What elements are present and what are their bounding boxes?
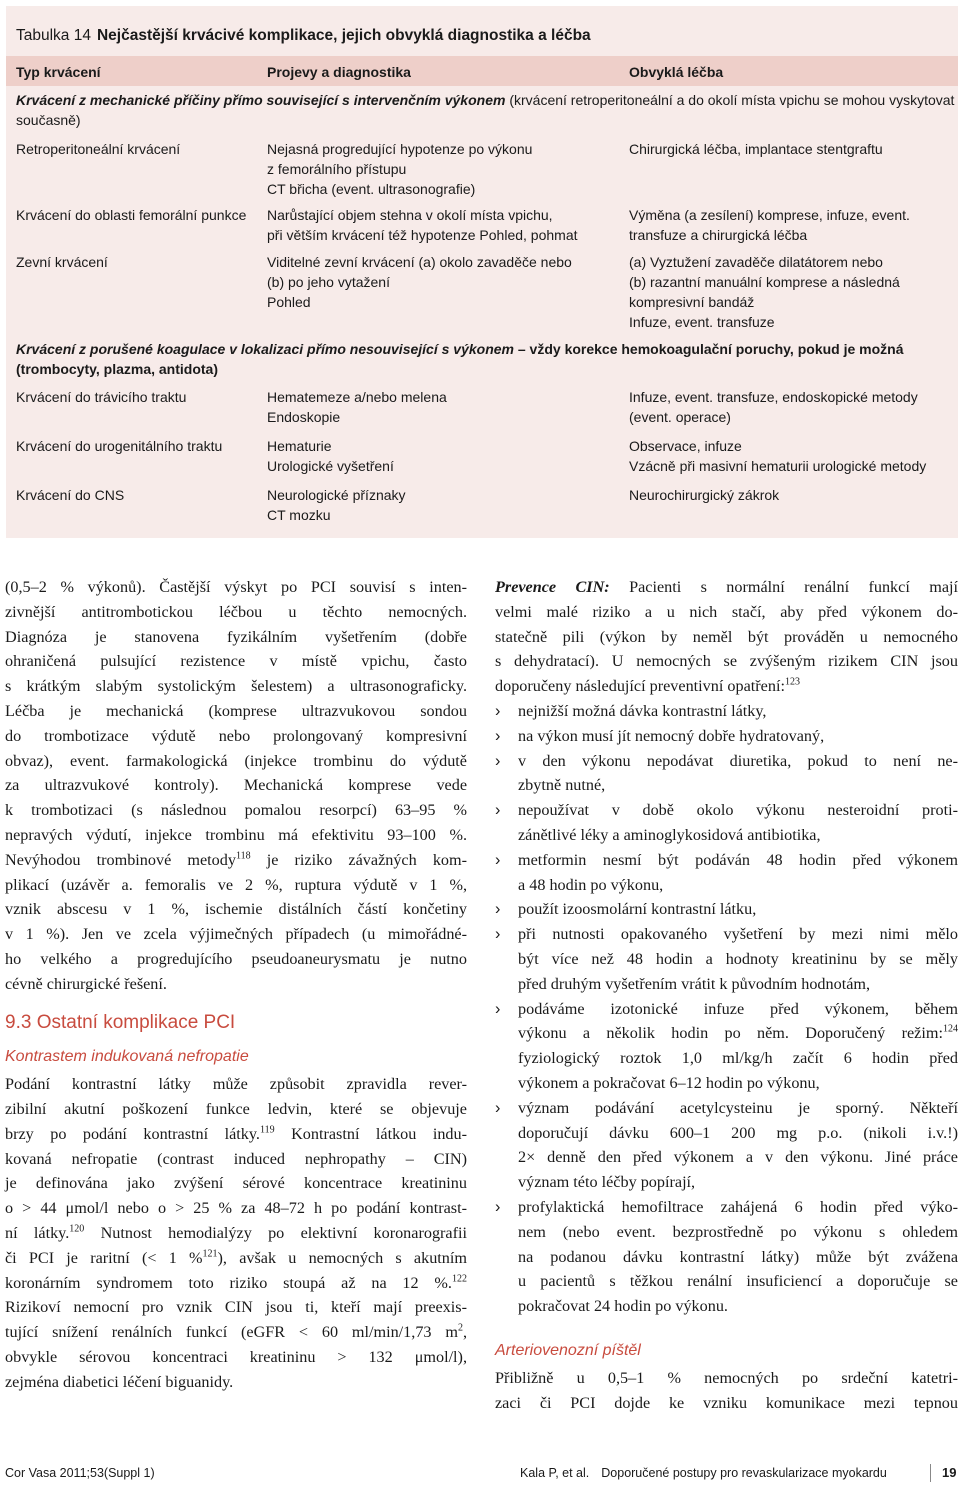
text-line: ohraničená pulsující rezistence v místě vpichu, často	[5, 652, 467, 671]
row3-treat-line: (a) Vyztužení zavaděče dilatátorem nebo	[629, 254, 883, 270]
table-number: Tabulka 14	[16, 27, 91, 44]
text-line: nepravých výdutí, injekce trombinu má efektivitu 93–100 %.	[5, 825, 467, 844]
row4-diagnostics	[267, 387, 447, 427]
reference-marker: 124	[942, 1023, 958, 1035]
footer-journal: Cor Vasa 2011;53(Suppl 1)	[5, 1466, 155, 1480]
superscript: 2	[457, 1322, 463, 1334]
row5-diag-line: Hematurie	[267, 438, 332, 454]
text-fragment: brzy po podání kontrastní látky.	[5, 1124, 260, 1143]
text-fragment: či PCI je raritní (< 1 %	[5, 1248, 203, 1267]
bullet-chevron-icon: ›	[495, 900, 501, 919]
section-mechanical-note: (krvácení retroperitoneální a do okolí místa vpichu se mohou vyskytovat	[505, 92, 955, 108]
text-fragment: výkonu a několik hodin po něm. Doporučený režim:	[518, 1024, 943, 1043]
text-fragment: ,	[462, 1323, 467, 1342]
text-line: obvaz), event. farmakologická (injekce trombinu do výdutě	[5, 751, 467, 770]
text-line: Přibližně u 0,5–1 % nemocných po srdeční katetri-	[495, 1368, 958, 1387]
text-line: s krátkým slabým systolickým šelestem) a ultrasonograficky.	[5, 677, 467, 696]
row5-diagnostics	[267, 436, 394, 476]
text-line: je definována jako zvýšení sérové koncentrace kreatininu	[5, 1174, 467, 1193]
text-line: Diagnóza je stanovena fyzikálním vyšetřením (dobře	[5, 627, 467, 646]
row6-diag-line: Neurologické příznaky	[267, 487, 406, 503]
text-line: velmi malé riziko a u nich stačí, aby před výkonem do-	[495, 602, 958, 621]
lead-prevention: Prevence CIN:	[495, 578, 610, 596]
text-line: zbytně nutné,	[518, 776, 606, 795]
text-line: nem (nebo event. bezprostředně po výkonu s ohledem	[518, 1222, 958, 1241]
row3-treat-line: Infuze, event. transfuze	[629, 314, 775, 330]
text-fragment: koronárním syndromem toto riziko stoupá až na 12 %.	[5, 1273, 452, 1292]
reference-marker: 121	[202, 1248, 218, 1260]
text-line: zaci či PCI dojde ke vzniku komunikace mezi tepnou	[495, 1393, 958, 1412]
row6-treat-line: Neurochirurgický zákrok	[629, 487, 780, 503]
reference-marker: 120	[69, 1223, 85, 1235]
text-line: profylaktická hemofiltrace zahájená 6 hodin před výko-	[518, 1197, 958, 1216]
text-line: v den výkonu nepodávat diuretika, pokud to není ne-	[518, 751, 958, 770]
text-fragment: je riziko závažných kom-	[250, 850, 467, 869]
list-item	[495, 1096, 958, 1195]
text-line	[495, 575, 958, 600]
text-line: Rizikoví nemocní pro vznik CIN jsou ti, kteří mají preexis-	[5, 1298, 467, 1317]
text-line: před druhým vyšetřením vrátit k původním hodnotám,	[518, 974, 871, 993]
text-line: zibilní akutní poškození funkce ledvin, které se objevuje	[5, 1099, 467, 1118]
text-line: být více než 48 hodin a hodnoty kreatininu by se měly	[518, 949, 958, 968]
bullet-chevron-icon: ›	[495, 999, 501, 1018]
row3-treat-line: kompresivní bandáž	[629, 294, 755, 310]
reference-marker: 118	[235, 850, 251, 862]
list-item	[495, 922, 958, 996]
bullet-chevron-icon: ›	[495, 1098, 501, 1117]
row3-diag-line: Viditelné zevní krvácení (a) okolo zavaděče nebo	[267, 254, 572, 270]
row4-treatment	[629, 387, 918, 427]
row2-diag-line: při větším krvácení též hypotenze Pohled, pohmat	[267, 227, 578, 243]
text-fragment: doporučeny následující preventivní opatření:	[495, 677, 785, 696]
section-coagulation	[16, 339, 946, 379]
row3-diag-line: (b) po jeho vytažení	[267, 274, 390, 290]
text-line: k trombotizaci (s následnou pomalou resorpcí) 63–95 %	[5, 801, 467, 820]
text-line: fyziologický roztok 1,0 ml/kg/h začít 6 hodin před	[518, 1049, 958, 1068]
list-item	[495, 724, 958, 749]
section-coagulation-note: – vždy korekce hemokoagulační poruchy, pokud je možná	[513, 341, 904, 357]
text-fragment: Kontrastní látkou indu-	[274, 1124, 467, 1143]
row2-treat-line: transfuze a chirurgická léčba	[629, 227, 808, 243]
row6-treatment	[629, 485, 779, 505]
row3-type: Zevní krvácení	[16, 254, 108, 270]
subheading-cin: Kontrastem indukovaná nefropatie	[5, 1048, 249, 1066]
text-fragment: ní látky.	[5, 1223, 70, 1242]
left-column	[5, 575, 467, 1395]
text-fragment: Pacienti s normální renální funkcí mají	[609, 578, 958, 596]
row6-type: Krvácení do CNS	[16, 487, 125, 503]
text-line: v 1 %). Jen ve zcela výjimečných případech (u mimořádné-	[5, 925, 467, 944]
list-item	[495, 1195, 958, 1319]
row2-type: Krvácení do oblasti femorální punkce	[16, 207, 247, 223]
text-line: význam této léčby popírají,	[518, 1173, 696, 1192]
text-line: a 48 hodin po výkonu,	[518, 875, 664, 894]
row6-diagnostics	[267, 485, 406, 525]
text-line: obvykle sérovou koncentraci kreatininu > 132 μmol/l),	[5, 1347, 467, 1366]
row1-diag-line: Nejasná progredující hypotenze po výkonu	[267, 141, 533, 157]
row3-diagnostics	[267, 252, 572, 312]
table-panel	[6, 6, 958, 538]
list-item	[495, 897, 958, 922]
list-item	[495, 997, 958, 1096]
text-line: na výkon musí jít nemocný dobře hydratovaný,	[518, 726, 825, 745]
text-fragment: tující snížení renálních funkcí (eGFR < 60 ml/min/1,73 m	[5, 1323, 458, 1342]
text-line: do trombotizace výdutě nebo prolongovaný kompresivní	[5, 726, 467, 745]
text-line: zejména diabetici léčení biguanidy.	[5, 1372, 234, 1391]
text-line: pokračovat 24 hodin po výkonu.	[518, 1297, 728, 1316]
row1-type: Retroperitoneální krvácení	[16, 141, 181, 157]
row5-treatment	[629, 436, 926, 476]
text-line: podáváme izotonické infuze před výkonem, během	[518, 999, 958, 1018]
footer-title: Doporučené postupy pro revaskularizace myokardu	[601, 1466, 887, 1480]
table-title: Nejčastější krvácivé komplikace, jejich obvyklá diagnostika a léčba	[96, 27, 591, 44]
text-line: doporučují dávku 600–1 200 mg p.o. (nikoli i.v.!)	[518, 1123, 958, 1142]
section-coagulation-title: Krvácení z porušené koagulace v lokalizaci přímo nesouvisející s výkonem	[16, 341, 514, 357]
text-line: nejnižší možná dávka kontrastní látky,	[518, 701, 767, 720]
row5-type: Krvácení do urogenitálního traktu	[16, 438, 223, 454]
right-column	[495, 575, 958, 1415]
text-line: zivnější antitrombotickou léčbou u těchto nemocných.	[5, 602, 467, 621]
row4-treat-line: (event. operace)	[629, 409, 731, 425]
row6-diag-line: CT mozku	[267, 507, 331, 523]
table-header-row	[6, 56, 958, 86]
text-line	[5, 1246, 467, 1271]
row2-treat-line: Výměna (a zesílení) komprese, infuze, event.	[629, 207, 910, 223]
list-item	[495, 848, 958, 898]
table-caption	[16, 27, 591, 45]
header-type: Typ krvácení	[16, 64, 101, 80]
page-number: 19	[942, 1465, 957, 1480]
row4-diag-line: Hematemeze a/nebo melena	[267, 389, 447, 405]
row3-treat-line: (b) razantní manuální komprese a následná	[629, 274, 900, 290]
bullet-chevron-icon: ›	[495, 1197, 501, 1216]
text-line: použít izoosmolární kontrastní látku,	[518, 900, 757, 919]
row2-diag-line: Narůstající objem stehna v okolí místa vpichu,	[267, 207, 553, 223]
row1-diagnostics	[267, 139, 532, 199]
text-line: ho velkého a progredujícího pseudoaneurysmatu je nutno	[5, 949, 467, 968]
text-line: Léčba je mechanická (komprese ultrazvukovou sondou	[5, 701, 467, 720]
text-line: výkonem a pokračovat 6–12 hodin po výkonu,	[518, 1073, 820, 1092]
text-line: 2× denně den před výkonem a v den výkonu. Jiné práce	[518, 1148, 958, 1167]
footer-authors: Kala P, et al.	[520, 1466, 590, 1480]
text-line: nepoužívat v době okolo výkonu nesteroidní proti-	[518, 801, 958, 820]
section-mechanical-title: Krvácení z mechanické příčiny přímo související s intervenčním výkonem	[16, 92, 506, 108]
header-treatment: Obvyklá léčba	[629, 64, 724, 80]
list-item	[495, 699, 958, 724]
row2-diagnostics	[267, 205, 578, 245]
reference-marker: 123	[784, 676, 800, 688]
list-item	[495, 798, 958, 848]
row2-treatment	[629, 205, 910, 245]
row4-diag-line: Endoskopie	[267, 409, 341, 425]
bullet-chevron-icon: ›	[495, 726, 501, 745]
text-line: Podání kontrastní látky může způsobit zpravidla rever-	[5, 1075, 467, 1094]
section-coagulation-note-cont: (trombocyty, plazma, antidota)	[16, 361, 218, 377]
footer-running-head	[520, 1466, 887, 1480]
bullet-chevron-icon: ›	[495, 925, 501, 944]
text-line: s dehydratací). U nemocných se zvýšeným rizikem CIN jsou	[495, 652, 958, 671]
row4-treat-line: Infuze, event. transfuze, endoskopické metody	[629, 389, 918, 405]
text-line	[5, 1221, 467, 1246]
text-line	[495, 674, 958, 699]
text-line: statečně pili (výkon by neměl být prováděn u nemocného	[495, 627, 958, 646]
text-line: za ultrazvukové kontroly). Mechanická komprese vede	[5, 776, 467, 795]
row3-treatment	[629, 252, 900, 332]
row1-treat-line: Chirurgická léčba, implantace stentgraftu	[629, 141, 883, 157]
bullet-chevron-icon: ›	[495, 801, 501, 820]
text-line: zánětlivé léky a aminoglykosidová antibiotika,	[518, 825, 821, 844]
reference-marker: 119	[259, 1124, 275, 1136]
list-item	[495, 749, 958, 799]
text-fragment: ), avšak u nemocných s akutním	[217, 1248, 467, 1267]
text-line: při nutnosti opakovaného vyšetření by mezi nimi mělo	[518, 925, 958, 944]
text-line: kovaná nefropatie (contrast induced nephropathy – CIN)	[5, 1149, 467, 1168]
bullet-chevron-icon: ›	[495, 701, 501, 720]
subheading-av-fistula: Arteriovenozní píštěl	[495, 1341, 641, 1359]
row3-diag-line: Pohled	[267, 294, 311, 310]
text-line: význam podávání acetylcysteinu je sporný. Někteří	[518, 1098, 958, 1117]
row5-diag-line: Urologické vyšetření	[267, 458, 394, 474]
row5-treat-line: Vzácně při masivní hematurii urologické metody	[629, 458, 927, 474]
row1-treatment	[629, 139, 883, 159]
text-line: cévně chirurgické řešení.	[5, 974, 167, 993]
text-line	[518, 1021, 958, 1046]
text-line: metformin nesmí být podáván 48 hodin před výkonem	[518, 850, 958, 869]
header-diagnostics: Projevy a diagnostika	[267, 64, 411, 80]
section-mechanical-note-cont: současně)	[16, 112, 81, 128]
reference-marker: 122	[451, 1273, 467, 1285]
text-fragment: Nevýhodou trombinové metody	[5, 850, 236, 869]
bullet-chevron-icon: ›	[495, 850, 501, 869]
section-heading: 9.3 Ostatní komplikace PCI	[5, 1011, 236, 1033]
text-line: o > 44 μmol/l nebo o > 25 % za 48–72 h po podání kontrast-	[5, 1199, 467, 1218]
section-mechanical	[16, 90, 955, 130]
row1-diag-line: CT břicha (event. ultrasonografie)	[267, 181, 476, 197]
text-line	[5, 1271, 467, 1296]
row1-diag-line: z femorálního přístupu	[267, 161, 407, 177]
footer-divider	[930, 1464, 931, 1482]
text-line: na podanou dávku kontrastní látky) může být zvážena	[518, 1247, 958, 1266]
bullet-chevron-icon: ›	[495, 751, 501, 770]
text-line	[5, 848, 467, 873]
row4-type: Krvácení do trávicího traktu	[16, 389, 187, 405]
text-line: plikací (uzávěr a. femoralis ve 2 %, ruptura výdutě v 1 %,	[5, 875, 467, 894]
row5-treat-line: Observace, infuze	[629, 438, 742, 454]
text-line: u pacientů s těžkou renální insuficiencí a doporučuje se	[518, 1272, 958, 1291]
text-line: vznik abscesu v 1 %, ischemie distálních částí končetiny	[5, 900, 467, 919]
text-line	[5, 1320, 467, 1345]
text-line: (0,5–2 % výkonů). Častější výskyt po PCI souvisí s inten-	[5, 578, 467, 596]
text-fragment: Nutnost hemodialýzy po elektivní koronarografii	[84, 1223, 468, 1242]
text-line	[5, 1122, 467, 1147]
